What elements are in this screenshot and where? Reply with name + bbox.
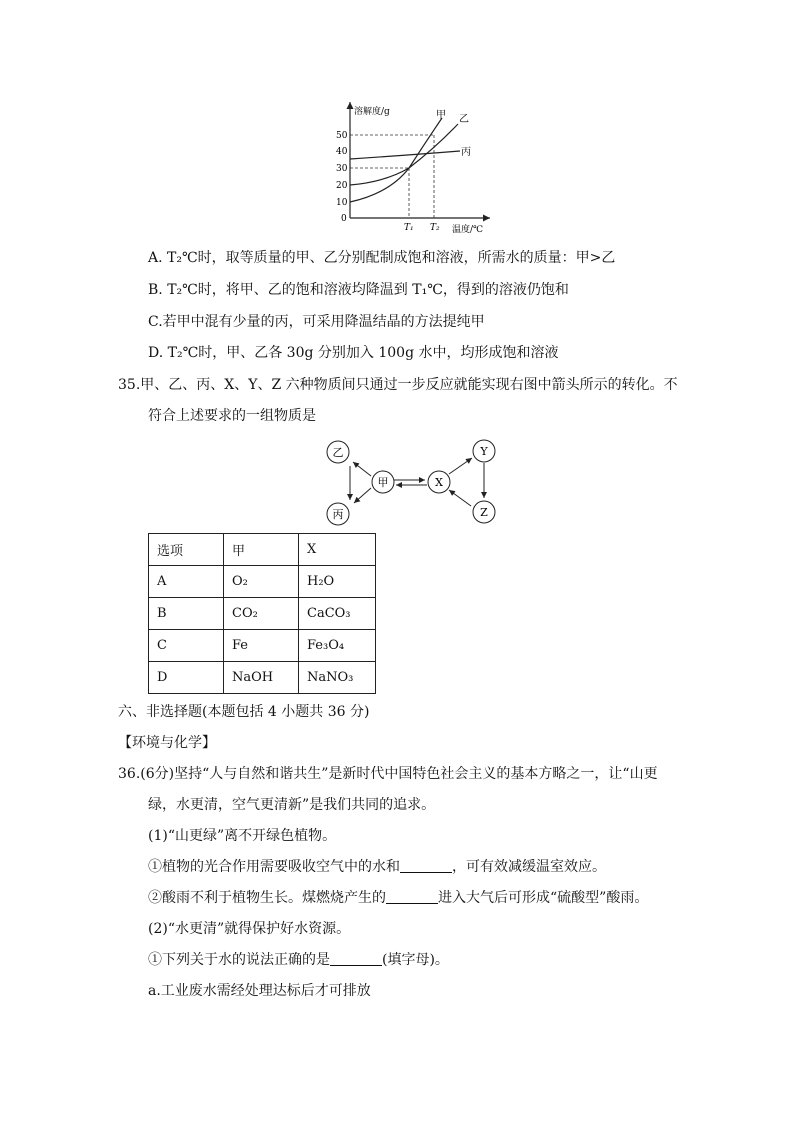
q36-item3-text-after: (填字母)。 [382,952,449,968]
q35-stem-line2: 符合上述要求的一组物质是 [148,408,316,424]
table-cell: D [149,662,224,694]
table-cell: CO₂ [224,598,299,630]
q34-option-a: A. T₂℃时，取等质量的甲、乙分别配制成饱和溶液，所需水的质量：甲>乙 [148,250,616,266]
table-row [149,630,376,662]
table-cell: A [149,566,224,598]
curve-label-jia: 甲 [436,110,446,121]
y-tick: 10 [336,198,348,208]
table-cell: Fe [224,630,299,662]
curve-label-bing: 丙 [461,147,471,158]
q36-item1-text-after: ，可有效减缓温室效应。 [452,859,606,875]
q36-choice-a: a.工业废水需经处理达标后才可排放 [148,983,371,999]
table-cell: H₂O [299,566,376,598]
table-cell: B [149,598,224,630]
y-tick: 30 [336,164,348,174]
x-axis-label: 温度/℃ [452,225,484,235]
q34-option-c: C.若甲中混有少量的丙，可采用降温结晶的方法提纯甲 [148,314,485,330]
table-header-row [149,534,376,566]
y-tick: 50 [336,131,348,141]
table-row [149,566,376,598]
table-cell: Fe₃O₄ [299,630,376,662]
x-tick: T₁ [404,223,414,233]
y-tick: 0 [341,214,347,224]
curve-label-yi: 乙 [459,114,469,125]
table-row [149,662,376,694]
node-x-label: X [435,476,443,489]
curve-bing [350,151,460,159]
options-table [148,533,376,694]
q36-item2-text: ②酸雨不利于植物生长。煤燃烧产生的 [148,890,386,906]
q36-sub1: (1)“山更绿”离不开绿色植物。 [148,828,337,844]
q36-stem-line1: 36.(6分)坚持“人与自然和谐共生”是新时代中国特色社会主义的基本方略之一，让“山更 [118,766,658,782]
q36-item2 [148,889,648,907]
table-cell: NaOH [224,662,299,694]
table-cell: O₂ [224,566,299,598]
q36-item1 [148,858,606,876]
answer-blank[interactable] [330,951,382,966]
q35-stem-line1: 35.甲、乙、丙、X、Y、Z 六种物质间只通过一步反应就能实现右图中箭头所示的转化。不 [118,377,678,393]
q34-option-d: D. T₂℃时，甲、乙各 30g 分别加入 100g 水中，均形成饱和溶液 [148,345,559,361]
node-jia-label: 甲 [377,476,389,489]
node-bing-label: 丙 [332,508,344,521]
solubility-chart [330,98,500,238]
conversion-diagram [318,436,508,528]
curve-yi [350,124,458,185]
table-cell: NaNO₃ [299,662,376,694]
q36-item1-text: ①植物的光合作用需要吸收空气中的水和 [148,859,400,875]
node-y-label: Y [480,445,488,458]
answer-blank[interactable] [386,889,438,904]
table-cell: CaCO₃ [299,598,376,630]
table-header-cell: 选项 [149,534,224,566]
node-yi-label: 乙 [332,446,344,459]
q36-stem-line2: 绿，水更清，空气更清新”是我们共同的追求。 [148,797,436,813]
curve-jia [350,118,442,202]
y-tick: 20 [336,181,348,191]
y-tick: 40 [336,147,348,157]
q36-item3-text: ①下列关于水的说法正确的是 [148,952,330,968]
q36-item2-text-after: 进入大气后可形成“硫酸型”酸雨。 [438,890,649,906]
x-tick: T₂ [430,223,440,233]
q36-sub2: (2)“水更清”就得保护好水资源。 [148,921,351,937]
section-title: 六、非选择题(本题包括 4 小题共 36 分) [118,704,370,720]
answer-blank[interactable] [400,858,452,873]
q36-item3 [148,951,449,969]
table-row [149,598,376,630]
q34-option-b: B. T₂℃时，将甲、乙的饱和溶液均降温到 T₁℃，得到的溶液仍饱和 [148,282,569,298]
y-axis-label: 溶解度/g [354,107,390,117]
table-cell: C [149,630,224,662]
node-z-label: Z [480,506,488,519]
table-header-cell: X [299,534,376,566]
topic-tag: 【环境与化学】 [118,735,216,751]
table-header-cell: 甲 [224,534,299,566]
